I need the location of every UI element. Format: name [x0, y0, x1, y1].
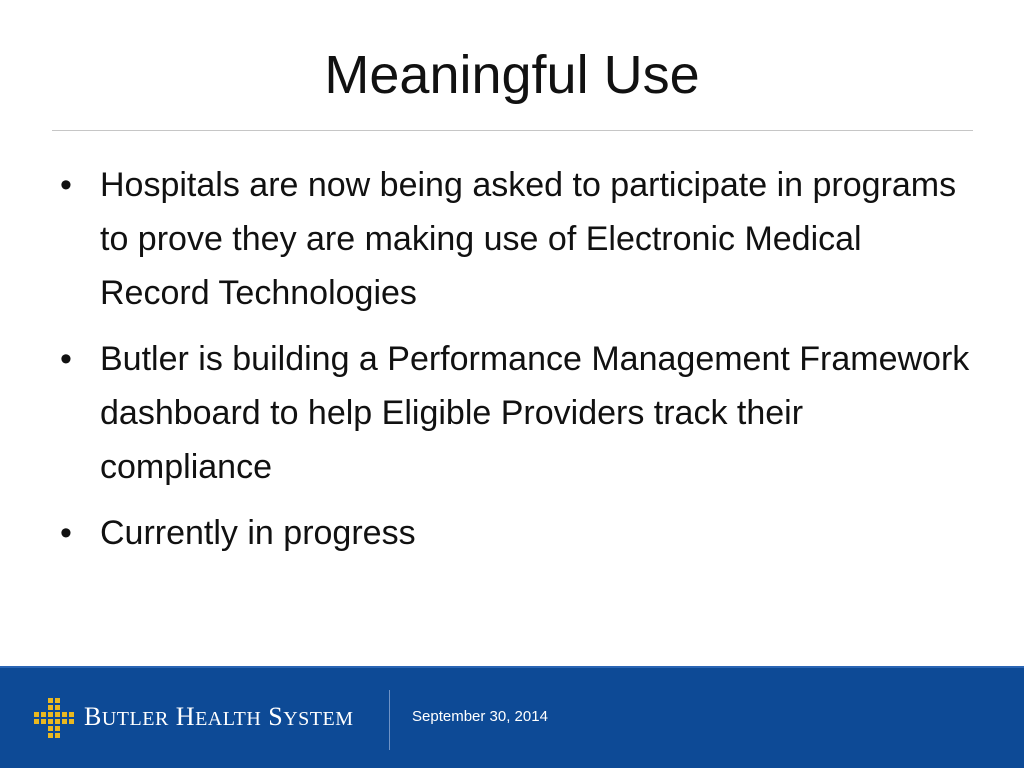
cross-grid-icon: [32, 696, 76, 740]
bullet-dot: •: [60, 166, 72, 204]
bullet-item: [60, 158, 970, 320]
bullet-text: Hospitals are now being asked to participate in programs to prove they are making use of Electronic Medical Record Technologies: [100, 166, 957, 312]
organization-logo-text: BUTLER HEALTH SYSTEM: [84, 702, 354, 731]
bullet-item: [60, 332, 970, 494]
bullet-text: Butler is building a Performance Management Framework dashboard to help Eligible Providers track their compliance: [100, 340, 970, 486]
slide-title: Meaningful Use: [324, 45, 700, 105]
bullet-dot: •: [60, 514, 72, 552]
title-divider: [52, 130, 973, 131]
footer-divider: [389, 690, 390, 750]
bullet-text: Currently in progress: [100, 514, 416, 552]
footer-date: September 30, 2014: [412, 708, 548, 725]
bullet-list: [60, 158, 970, 572]
bullet-item: [60, 506, 970, 560]
bullet-dot: •: [60, 340, 72, 378]
